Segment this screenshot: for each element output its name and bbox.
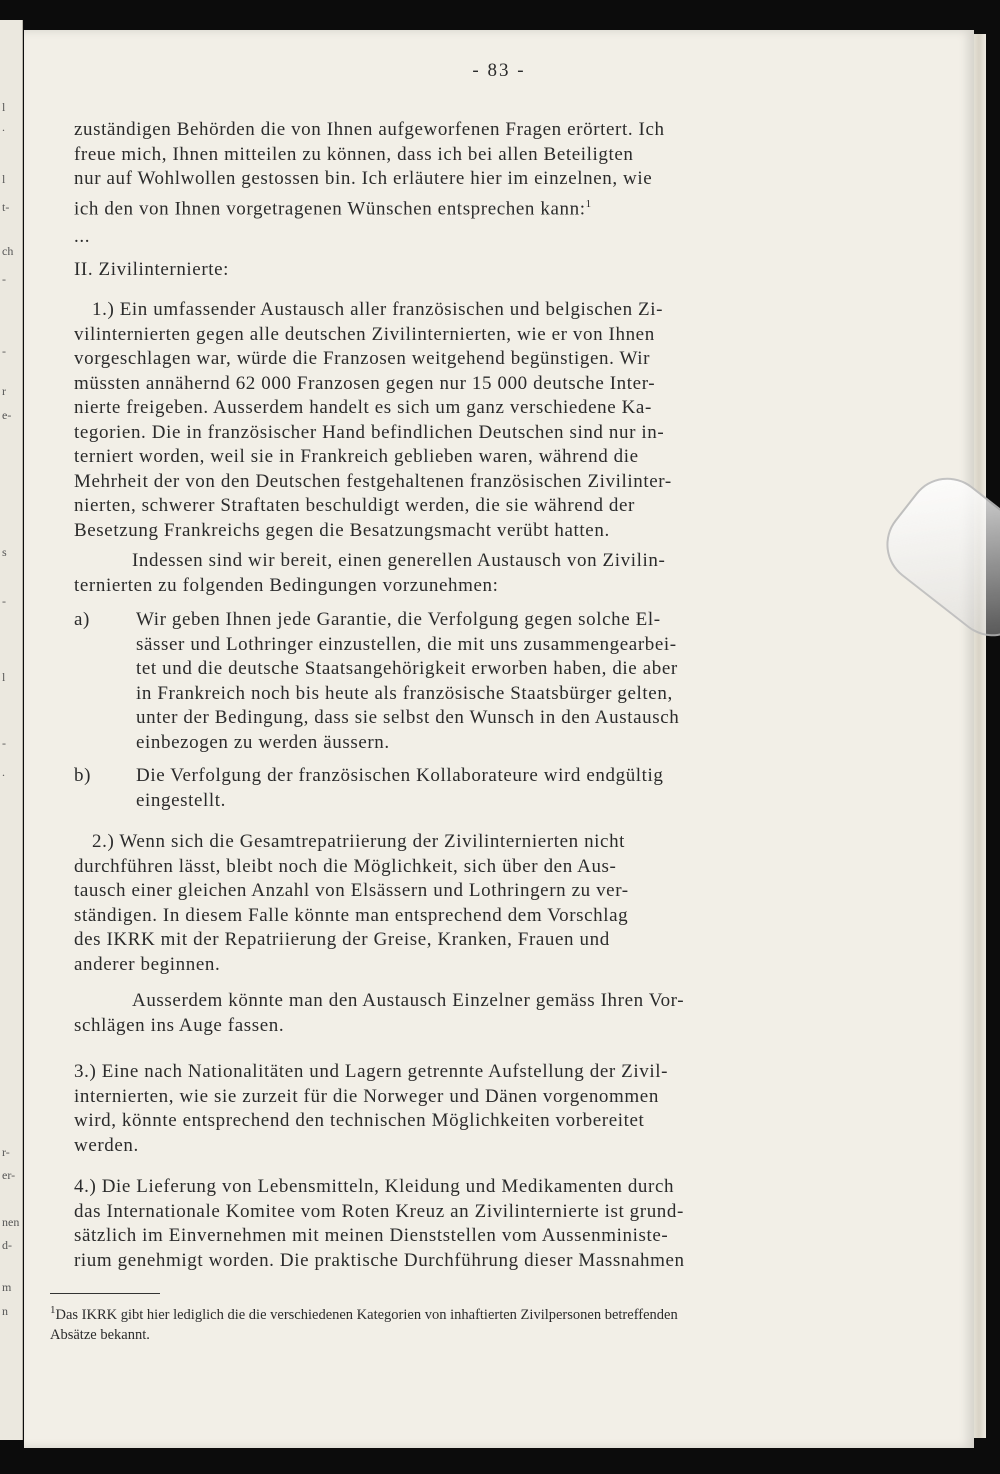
margin-fragment: m bbox=[2, 1280, 12, 1294]
margin-fragment: l bbox=[2, 172, 6, 186]
condition-label: a) bbox=[74, 609, 90, 630]
text-line: 4.) Die Lieferung von Lebensmitteln, Kleidung und Medikamenten durch bbox=[74, 1176, 675, 1197]
text-line: tausch einer gleichen Anzahl von Elsässern und Lothringern zu ver- bbox=[74, 880, 629, 901]
page-stack-edge bbox=[972, 34, 986, 1438]
text-line: internierten, wie sie zurzeit für die Norweger und Dänen vorgenommen bbox=[74, 1085, 659, 1107]
text-line: Besetzung Frankreichs gegen die Besatzungsmacht verübt hatten. bbox=[74, 519, 610, 541]
text-line: freue mich, Ihnen mitteilen zu können, dass ich bei allen Beteiligten bbox=[74, 143, 634, 165]
margin-fragment: er- bbox=[2, 1168, 16, 1182]
text-line: sässer und Lothringer einzustellen, die mit uns zusammengearbei- bbox=[136, 633, 677, 655]
text-line: schlägen ins Auge fassen. bbox=[74, 1014, 285, 1036]
text-line: einbezogen zu werden äussern. bbox=[136, 731, 390, 753]
text-line: nierten, schwerer Straftaten beschuldigt werden, die sie während der bbox=[74, 495, 635, 516]
text-line: des IKRK mit der Repatriierung der Greise, Kranken, Frauen und bbox=[74, 929, 610, 950]
text-line: in Frankreich noch bis heute als französische Staatsbürger gelten, bbox=[136, 682, 673, 704]
text-line: tegorien. Die in französischer Hand befindlichen Deutschen sind nur in- bbox=[74, 421, 665, 443]
left-page-edge bbox=[0, 20, 23, 1440]
text-line: Die Verfolgung der französischen Kollaborateure wird endgültig bbox=[136, 765, 664, 786]
margin-fragment: . bbox=[2, 120, 5, 134]
ellipsis: ... bbox=[74, 226, 91, 248]
footnote bbox=[50, 1300, 870, 1345]
intro-paragraph bbox=[74, 118, 874, 250]
margin-fragment: n bbox=[2, 1304, 8, 1318]
margin-fragment: - bbox=[2, 736, 6, 750]
margin-fragment: - bbox=[2, 594, 6, 608]
text-line: sätzlich im Einvernehmen mit meinen Dienststellen vom Aussenministe- bbox=[74, 1225, 669, 1246]
condition-a bbox=[74, 608, 874, 755]
footnote-line bbox=[50, 1300, 870, 1325]
footnote-text: Das IKRK gibt hier lediglich die die verschiedenen Kategorien von inhaftierten Zivilpersonen betreffenden bbox=[55, 1306, 678, 1323]
text-line: unter der Bedingung, dass sie selbst den Wunsch in den Austausch bbox=[136, 707, 680, 728]
margin-fragment: t- bbox=[2, 200, 10, 214]
text-line-content: ich den von Ihnen vorgetragenen Wünschen entsprechen kann: bbox=[74, 197, 586, 219]
point-3 bbox=[74, 1060, 874, 1158]
footnote-divider bbox=[50, 1293, 160, 1294]
text-line: vilinternierten gegen alle deutschen Zivilinternierten, wie er von Ihnen bbox=[74, 323, 655, 345]
page-number: - 83 - bbox=[472, 60, 526, 81]
margin-fragment: e- bbox=[2, 408, 12, 422]
condition-label: b) bbox=[74, 765, 92, 786]
text-line: durchführen lässt, bleibt noch die Möglichkeit, sich über den Aus- bbox=[74, 855, 617, 877]
margin-fragment: - bbox=[2, 344, 6, 358]
text-line: ternierten zu folgenden Bedingungen vorzunehmen: bbox=[74, 574, 499, 596]
text-line: 2.) Wenn sich die Gesamtrepatriierung der Zivilinternierten nicht bbox=[92, 831, 626, 852]
point-2 bbox=[74, 830, 874, 1038]
text-line: das Internationale Komitee vom Roten Kreuz an Zivilinternierte ist grund- bbox=[74, 1200, 684, 1222]
margin-fragment: nen bbox=[2, 1215, 20, 1229]
margin-fragment: - bbox=[2, 272, 6, 286]
text-line: 1.) Ein umfassender Austausch aller französischen und belgischen Zi- bbox=[92, 299, 664, 320]
text-line: vorgeschlagen war, würde die Franzosen weitgehend begünstigen. Wir bbox=[74, 348, 651, 369]
text-line: anderer beginnen. bbox=[74, 953, 221, 975]
text-line: ständigen. In diesem Falle könnte man entsprechend dem Vorschlag bbox=[74, 904, 629, 926]
margin-fragment: . bbox=[2, 765, 5, 779]
text-line: rium genehmigt worden. Die praktische Durchführung dieser Massnahmen bbox=[74, 1249, 685, 1271]
text-line: Mehrheit der von den Deutschen festgehaltenen französischen Zivilinter- bbox=[74, 470, 672, 492]
text-line: Indessen sind wir bereit, einen generellen Austausch von Zivilin- bbox=[132, 550, 666, 571]
text-line: 3.) Eine nach Nationalitäten und Lagern getrennte Aufstellung der Zivil- bbox=[74, 1061, 669, 1082]
margin-fragment: l bbox=[2, 670, 6, 684]
text-line: wird, könnte entsprechend den technischen Möglichkeiten vorbereitet bbox=[74, 1110, 645, 1131]
footnote-reference: 1 bbox=[585, 197, 592, 210]
text-line: Wir geben Ihnen jede Garantie, die Verfolgung gegen solche El- bbox=[136, 609, 661, 630]
text-line bbox=[74, 192, 874, 222]
text-line: müssten annähernd 62 000 Franzosen gegen nur 15 000 deutsche Inter- bbox=[74, 372, 656, 394]
text-line: nur auf Wohlwollen gestossen bin. Ich erläutere hier im einzelnen, wie bbox=[74, 168, 653, 189]
text-line: nierte freigeben. Ausserdem handelt es sich um ganz verschiedene Ka- bbox=[74, 397, 652, 418]
text-line: eingestellt. bbox=[136, 789, 227, 811]
point-4 bbox=[74, 1175, 874, 1273]
text-line: werden. bbox=[74, 1134, 139, 1156]
margin-fragment: l bbox=[2, 100, 6, 114]
text-line: Ausserdem könnte man den Austausch Einzelner gemäss Ihren Vor- bbox=[132, 990, 685, 1011]
document-page bbox=[24, 30, 974, 1448]
margin-fragment: ch bbox=[2, 244, 14, 258]
text-line: zuständigen Behörden die von Ihnen aufgeworfenen Fragen erörtert. Ich bbox=[74, 119, 665, 140]
text-line: tet und die deutsche Staatsangehörigkeit erworben haben, die aber bbox=[136, 658, 678, 679]
text-line: terniert worden, weil sie in Frankreich geblieben waren, während die bbox=[74, 446, 639, 467]
margin-fragment: r bbox=[2, 384, 6, 398]
margin-fragment: s bbox=[2, 545, 7, 559]
margin-fragment: d- bbox=[2, 1238, 12, 1252]
footnote-line: Absätze bekannt. bbox=[50, 1326, 150, 1343]
section-heading: II. Zivilinternierte: bbox=[74, 259, 230, 280]
point-1 bbox=[74, 298, 874, 598]
margin-fragment: r- bbox=[2, 1145, 10, 1159]
footnote-marker: 1 bbox=[50, 1304, 56, 1316]
condition-b bbox=[74, 764, 874, 813]
